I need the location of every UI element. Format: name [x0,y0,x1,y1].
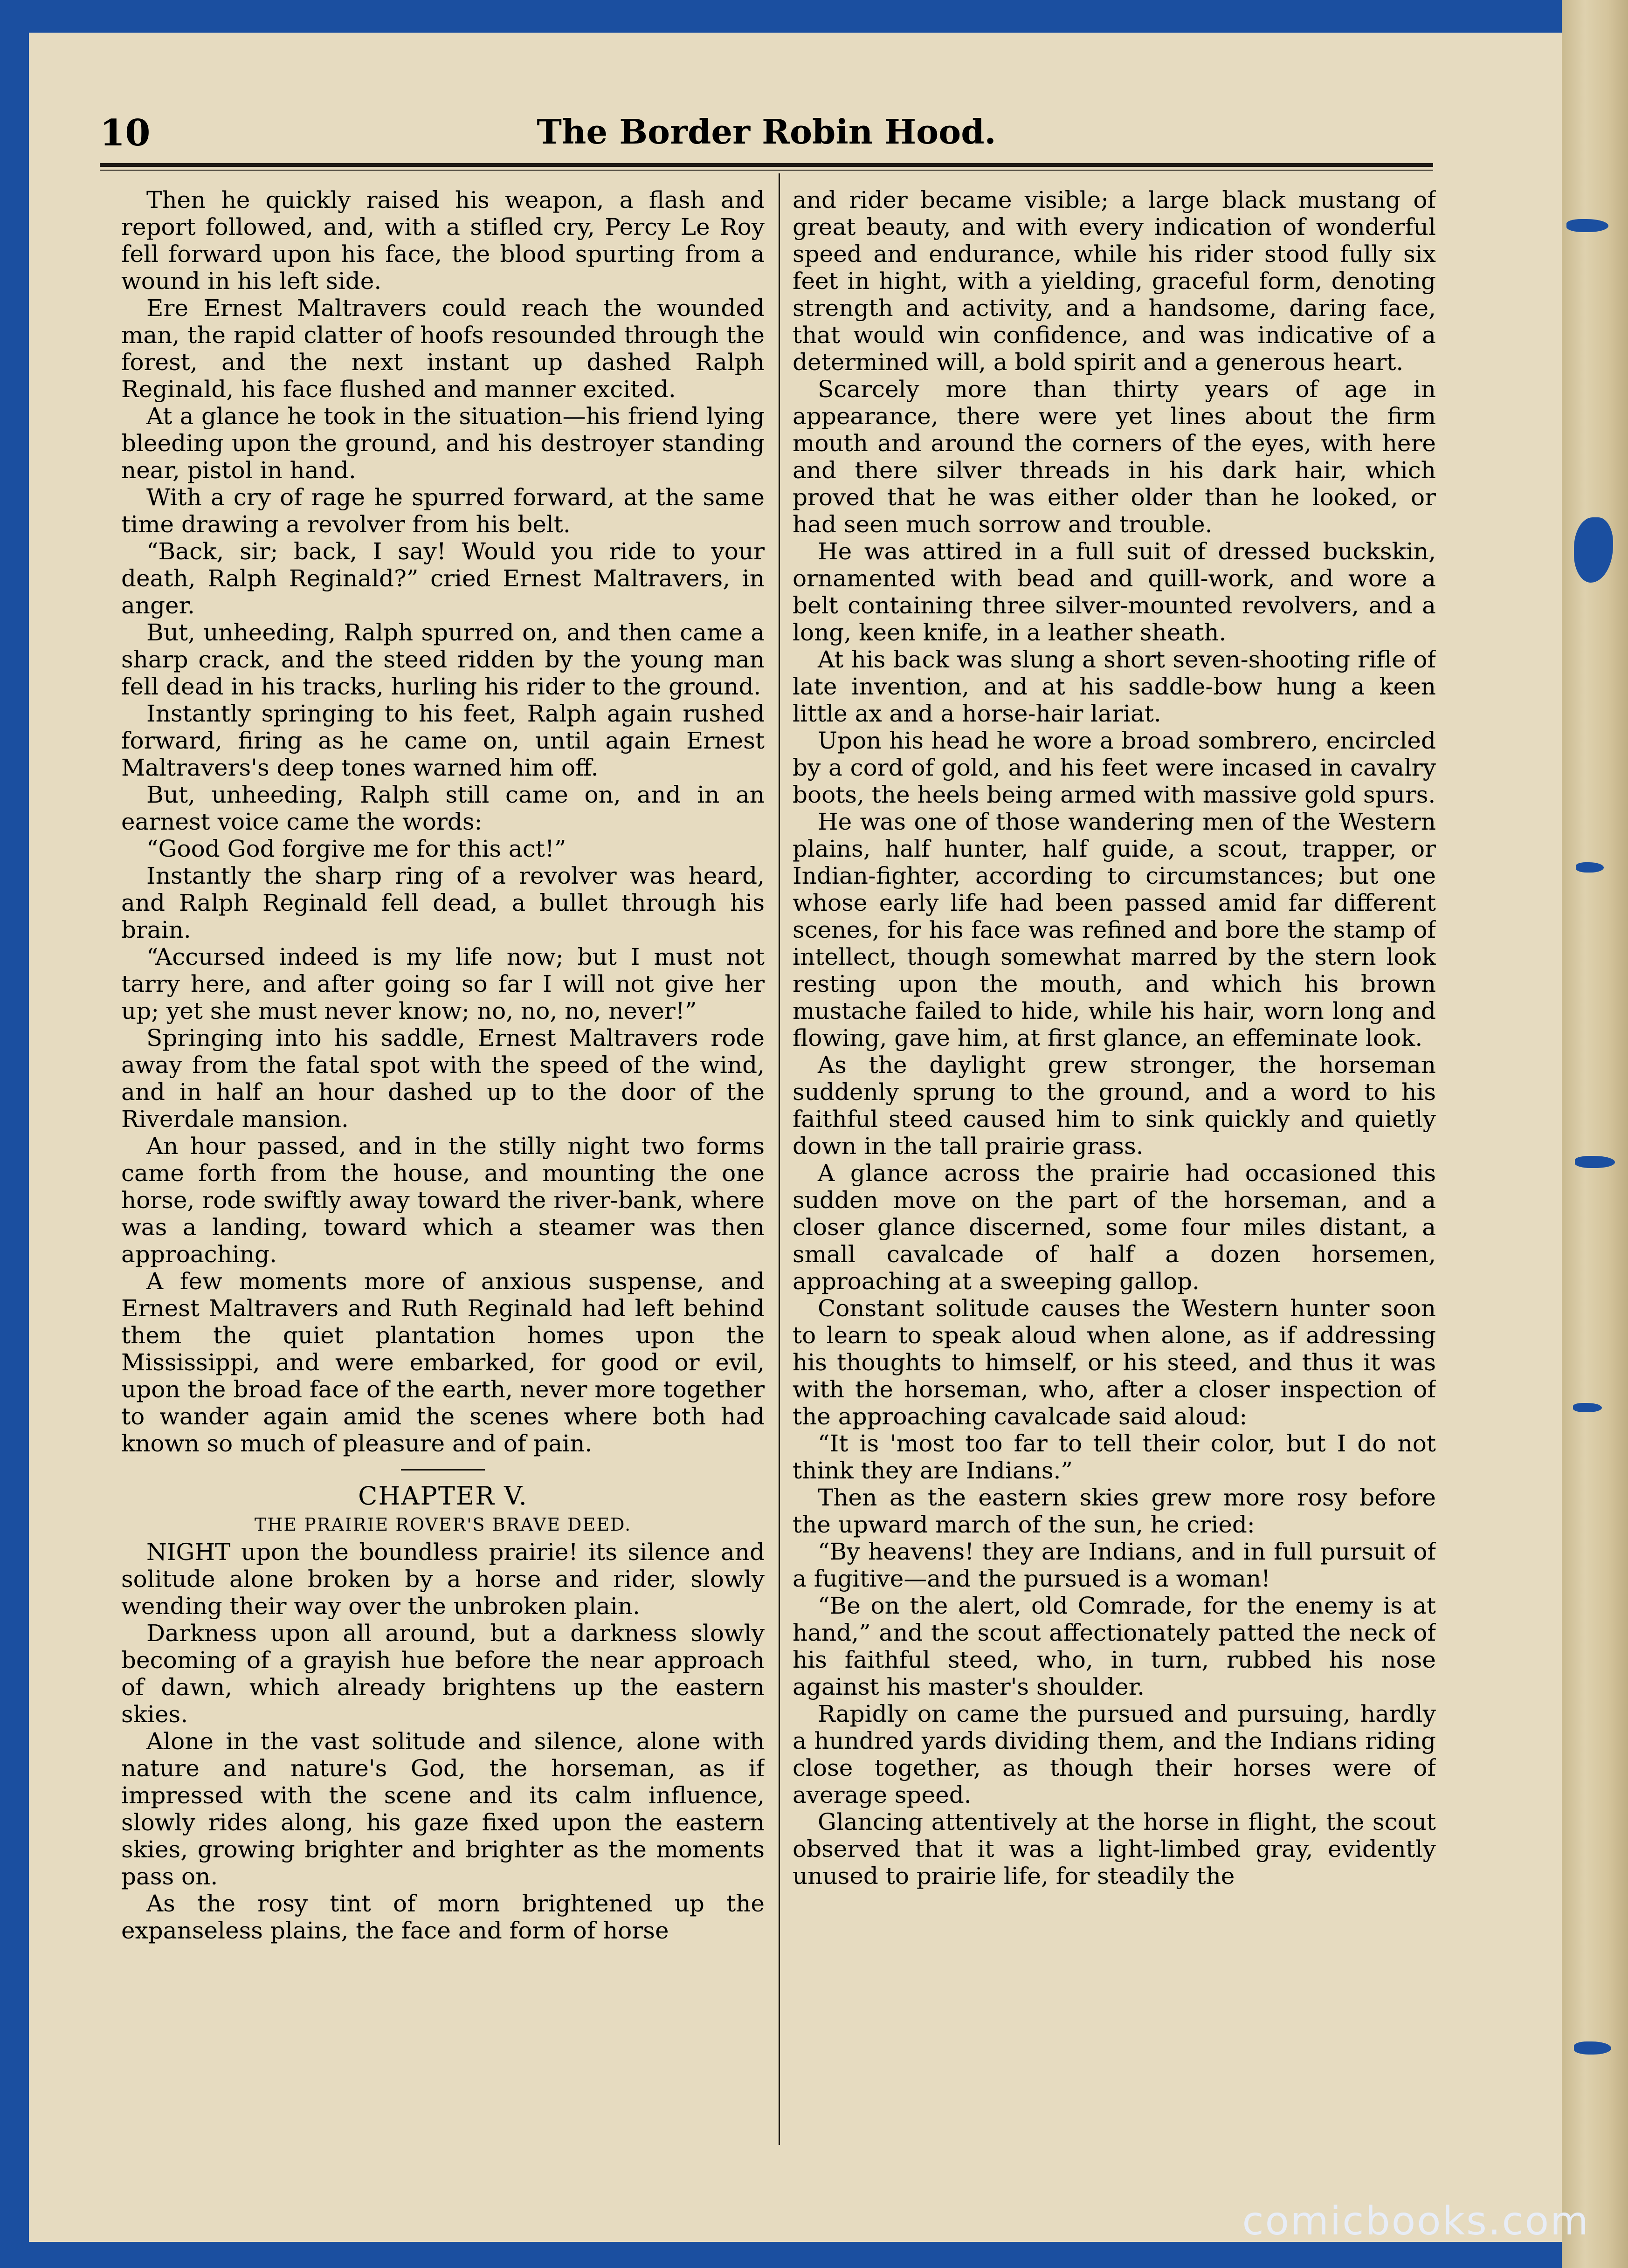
page-number: 10 [100,112,151,154]
paragraph: “By heavens! they are Indians, and in full pursuit of a fugitive—and the pursued is a woman! [793,1538,1436,1592]
page-tear [1566,219,1608,232]
chapter-subtitle: THE PRAIRIE ROVER'S BRAVE DEED. [254,1514,632,1535]
paragraph: Then as the eastern skies grew more rosy before the upward march of the sun, he cried: [793,1484,1436,1538]
facing-page-edge [1562,0,1628,2268]
paragraph: NIGHT upon the boundless prairie! its silence and solitude alone broken by a horse and rider, slowly wending their way over the unbroken plain. [121,1539,765,1620]
paragraph: Constant solitude causes the Western hunter soon to learn to speak aloud when alone, as if addressing his thoughts to himself, or his steed, and thus it was with the horseman, who, after a closer inspection of the approaching cavalcade said aloud: [793,1295,1436,1430]
header-rule [100,163,1433,171]
paragraph: Springing into his saddle, Ernest Maltravers rode away from the fatal spot with the speed of the wind, and in half an hour dashed up to the door of the Riverdale mansion. [121,1024,765,1133]
page-tear [1576,862,1604,873]
site-watermark: comicbooks.com [1242,2198,1590,2244]
paragraph: But, unheeding, Ralph spurred on, and then came a sharp crack, and the steed ridden by the young man fell dead in his tracks, hurling his rider to the ground. [121,619,765,700]
paragraph: Upon his head he wore a broad sombrero, encircled by a cord of gold, and his feet were incased in cavalry boots, the heels being armed with massive gold spurs. [793,727,1436,808]
paragraph: Rapidly on came the pursued and pursuing, hardly a hundred yards dividing them, and the Indians riding close together, as though their horses were of average speed. [793,1700,1436,1808]
paragraph: As the rosy tint of morn brightened up the expanseless plains, the face and form of horse [121,1890,765,1944]
paragraph: “Accursed indeed is my life now; but I must not tarry here, and after going so far I will not give her up; yet she must never know; no, no, no, never!” [121,943,765,1024]
paragraph: A few moments more of anxious suspense, and Ernest Maltravers and Ruth Reginald had left behind them the quiet plantation homes upon the Mississippi, and were embarked, for good or evil, upon the broad face of the earth, never more together to wander again amid the scenes where both had known so much of pleasure and of pain. [121,1268,765,1457]
paragraph: “Be on the alert, old Comrade, for the enemy is at hand,” and the scout affectionately patted the neck of his faithful steed, who, in turn, rubbed his nose against his master's shoulder. [793,1592,1436,1700]
paragraph: “Back, sir; back, I say! Would you ride to your death, Ralph Reginald?” cried Ernest Maltravers, in anger. [121,538,765,619]
paragraph: At a glance he took in the situation—his friend lying bleeding upon the ground, and his destroyer standing near, pistol in hand. [121,403,765,484]
paragraph: A glance across the prairie had occasioned this sudden move on the part of the horseman, and a closer glance discerned, some four miles distant, a small cavalcade of half a dozen horsemen, approaching at a sweeping gallop. [793,1160,1436,1295]
column-divider [779,173,780,2145]
page-tear [1573,1403,1602,1412]
paragraph: “It is 'most too far to tell their color, but I do not think they are Indians.” [793,1430,1436,1484]
paragraph: He was attired in a full suit of dressed buckskin, ornamented with bead and quill-work, and wore a belt containing three silver-mounted revolvers, and a long, keen knife, in a leather sheath. [793,538,1436,646]
right-column [793,186,1436,2144]
section-divider [401,1469,485,1471]
paragraph-continuation: and rider became visible; a large black mustang of great beauty, and with every indication of wonderful speed and endurance, while his rider stood fully six feet in hight, with a yielding, graceful form, denoting strength and activity, and a handsome, daring face, that would win confidence, and was indicative of a determined will, a bold spirit and a generous heart. [793,186,1436,376]
chapter-title: CHAPTER V. [358,1481,528,1511]
page-tear [1574,2041,1611,2055]
paragraph: Ere Ernest Maltravers could reach the wounded man, the rapid clatter of hoofs resounded through the forest, and the next instant up dashed Ralph Reginald, his face flushed and manner excited. [121,295,765,403]
paragraph: Glancing attentively at the horse in flight, the scout observed that it was a light-limbed gray, evidently unused to prairie life, for steadily the [793,1808,1436,1890]
left-column [121,186,765,2144]
paragraph: Darkness upon all around, but a darkness slowly becoming of a grayish hue before the near approach of dawn, which already brightens up the eastern skies. [121,1620,765,1728]
page-tear [1575,1156,1615,1168]
paragraph: With a cry of rage he spurred forward, at the same time drawing a revolver from his belt. [121,484,765,538]
paragraph: As the daylight grew stronger, the horseman suddenly sprung to the ground, and a word to his faithful steed caused him to sink quickly and quietly down in the tall prairie grass. [793,1052,1436,1160]
page-header [100,107,1433,168]
paragraph: Then he quickly raised his weapon, a flash and report followed, and, with a stifled cry, Percy Le Roy fell forward upon his face, the blood spurting from a wound in his left side. [121,186,765,295]
paragraph: Instantly springing to his feet, Ralph again rushed forward, firing as he came on, until again Ernest Maltravers's deep tones warned him off. [121,700,765,781]
paragraph: Alone in the vast solitude and silence, alone with nature and nature's God, the horseman, as if impressed with the scene and its calm influence, slowly rides along, his gaze fixed upon the eastern skies, growing brighter and brighter as the moments pass on. [121,1728,765,1890]
running-title: The Border Robin Hood. [537,112,996,151]
paragraph: “Good God forgive me for this act!” [146,835,566,862]
paragraph: At his back was slung a short seven-shooting rifle of late invention, and at his saddle-bow hung a keen little ax and a horse-hair lariat. [793,646,1436,727]
paragraph: He was one of those wandering men of the Western plains, half hunter, half guide, a scout, trapper, or Indian-fighter, according to circumstances; but one whose early life had been passed amid far different scenes, for his face was refined and bore the stamp of intellect, though somewhat marred by the stern look resting upon the mouth, and which his brown mustache failed to hide, while his hair, worn long and flowing, gave him, at first glance, an effeminate look. [793,808,1436,1052]
paragraph: But, unheeding, Ralph still came on, and in an earnest voice came the words: [121,781,765,835]
paragraph: Instantly the sharp ring of a revolver was heard, and Ralph Reginald fell dead, a bullet through his brain. [121,862,765,943]
paragraph: An hour passed, and in the stilly night two forms came forth from the house, and mounting the one horse, rode swiftly away toward the river-bank, where was a landing, toward which a steamer was then approaching. [121,1133,765,1268]
paragraph: Scarcely more than thirty years of age in appearance, there were yet lines about the firm mouth and around the corners of the eyes, with here and there silver threads in his dark hair, which proved that he was either older than he looked, or had seen much sorrow and trouble. [793,376,1436,538]
